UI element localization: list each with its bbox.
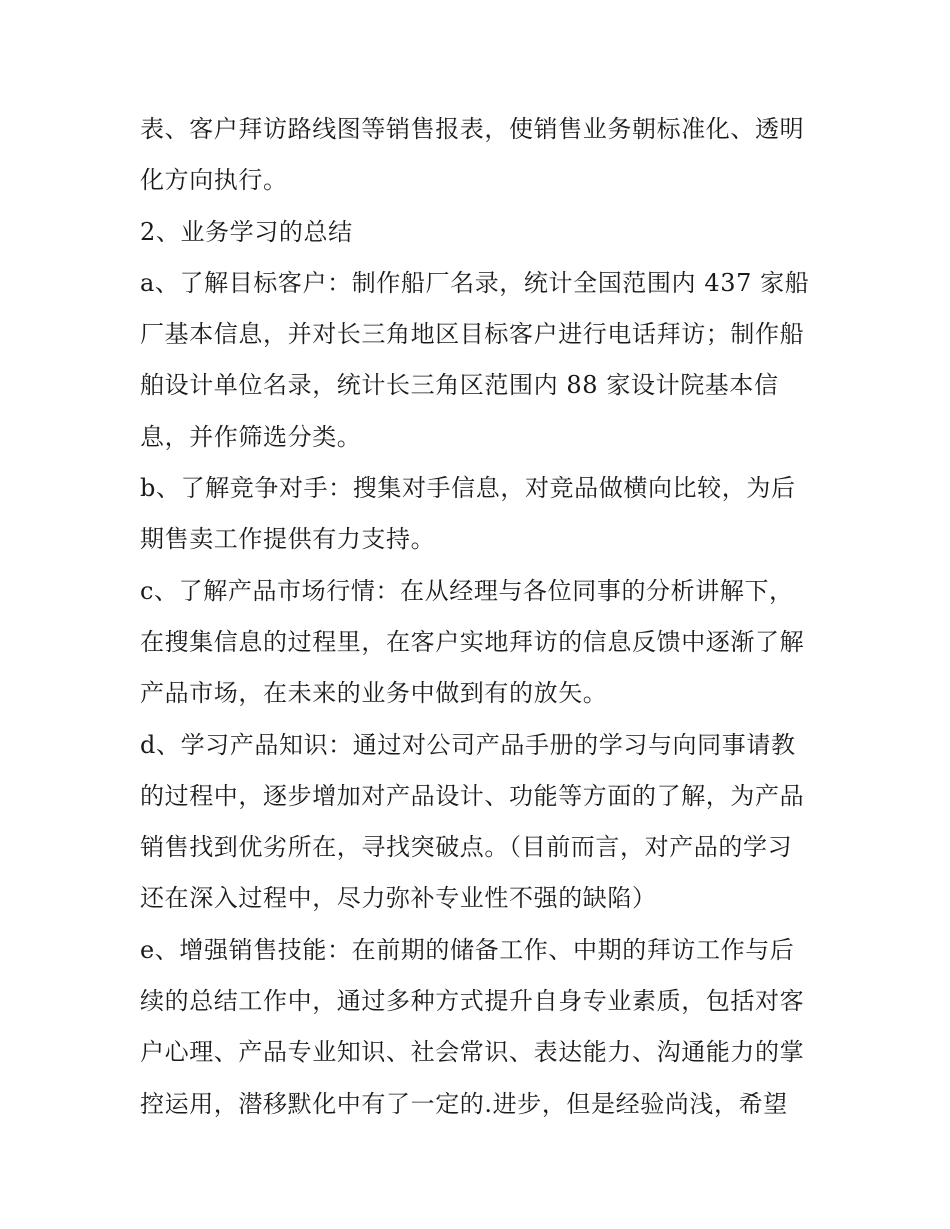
text-line-18: 续的总结工作中，通过多种方式提升自身专业素质，包括对客 — [140, 987, 805, 1016]
text-line-14: 的过程中，逐步增加对产品设计、功能等方面的了解，为产品 — [140, 781, 805, 810]
section-heading: 2、业务学习的总结 — [140, 217, 353, 246]
text-line-6: 舶设计单位名录，统计长三角区范围内 88 家设计院基本信 — [140, 371, 779, 400]
text-line-1: 表、客户拜访路线图等销售报表，使销售业务朝标准化、透明 — [140, 115, 805, 143]
text-line-8: b、了解竞争对手：搜集对手信息，对竞品做横向比较，为后 — [140, 474, 796, 503]
text-line-11: 在搜集信息的过程里，在客户实地拜访的信息反馈中逐渐了解 — [140, 627, 805, 656]
text-line-2: 化方向执行。 — [140, 166, 288, 195]
text-line-15: 销售找到优劣所在，寻找突破点。（目前而言，对产品的学习 — [140, 833, 793, 862]
text-line-17: e、增强销售技能：在前期的储备工作、中期的拜访工作与后 — [140, 935, 795, 964]
text-line-5: 厂基本信息，并对长三角地区目标客户进行电话拜访；制作船 — [140, 320, 805, 349]
text-line-10: c、了解产品市场行情：在从经理与各位同事的分析讲解下， — [140, 576, 794, 605]
text-line-13: d、学习产品知识：通过对公司产品手册的学习与向同事请教 — [140, 730, 796, 759]
text-line-19: 户心理、产品专业知识、社会常识、表达能力、沟通能力的掌 — [140, 1038, 805, 1067]
text-line-16: 还在深入过程中，尽力弥补专业性不强的缺陷） — [140, 884, 657, 913]
text-line-20: 控运用，潜移默化中有了一定的.进步，但是经验尚浅，希望 — [140, 1089, 788, 1118]
text-line-9: 期售卖工作提供有力支持。 — [140, 525, 436, 554]
text-line-7: 息，并作筛选分类。 — [140, 422, 362, 451]
document-body — [140, 104, 820, 1130]
text-line-12: 产品市场，在未来的业务中做到有的放矢。 — [140, 679, 608, 708]
text-line-4: a、了解目标客户：制作船厂名录，统计全国范围内 437 家船 — [140, 268, 810, 297]
